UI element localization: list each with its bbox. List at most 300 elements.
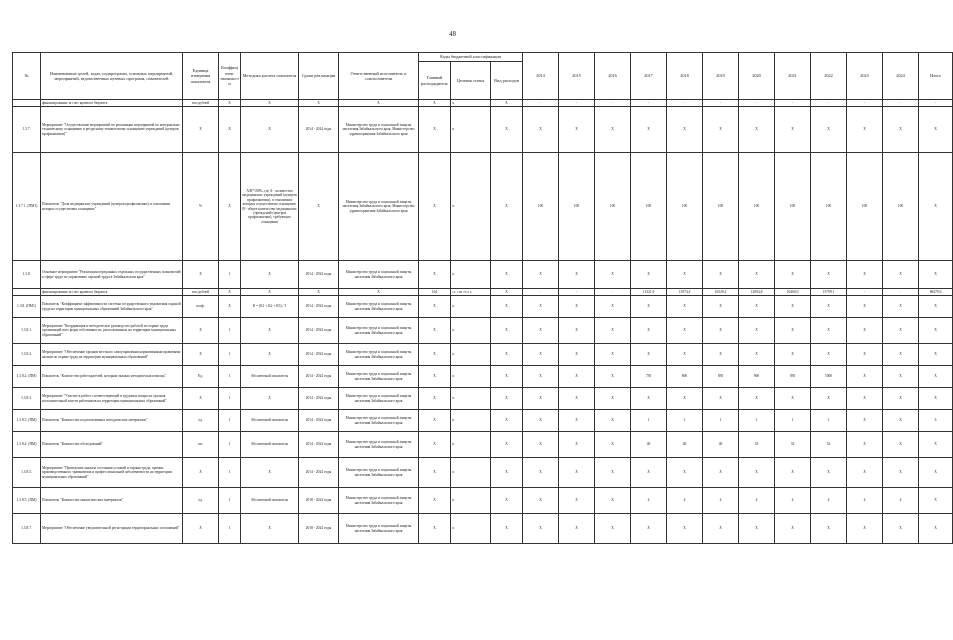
row-year-value: - <box>883 100 919 107</box>
row-year-value: Х <box>595 458 631 488</box>
header-year: 2018 <box>667 53 703 100</box>
row-year-value: 12094,8 <box>739 289 775 296</box>
row-method: Х <box>241 100 299 107</box>
row-name: Показатель "Количество работодателей, которым оказана методическая помощь" <box>41 366 183 388</box>
row-year-value: Х <box>703 296 739 318</box>
row-bk-code: Х <box>419 296 451 318</box>
row-year-value: Х <box>739 318 775 344</box>
row-year-value: - <box>595 100 631 107</box>
row-bk-code: Х <box>451 318 491 344</box>
row-coef: 1 <box>219 318 241 344</box>
row-executor: Министерство труда и социальной защиты населения Забайкальского края, Министерство здравоохранения Забайкальского края <box>339 107 419 153</box>
row-executor: Министерство труда и социальной защиты населения Забайкальского края <box>339 514 419 544</box>
row-year-value: 100 <box>595 153 631 261</box>
row-year-value: 950 <box>775 366 811 388</box>
row-year-value: Х <box>595 107 631 153</box>
row-year-value: Х <box>667 514 703 544</box>
row-year-value: Х <box>811 388 847 410</box>
row-year-value: Х <box>631 107 667 153</box>
row-period: 2014 - 2024 годы <box>299 388 339 410</box>
row-bk-code: Х <box>491 261 523 289</box>
row-year-value: 40 <box>667 432 703 458</box>
row-number: 1.3.8.2. <box>13 344 41 366</box>
row-bk-code: Х <box>491 318 523 344</box>
row-bk-code: Х <box>491 432 523 458</box>
row-year-value: 13974,4 <box>667 289 703 296</box>
program-table-sheet <box>12 52 942 544</box>
row-year-value: 40 <box>703 432 739 458</box>
row-year-value: 1 <box>667 410 703 432</box>
row-name: Показатель "Количество обследований" <box>41 432 183 458</box>
row-year-value: Х <box>703 261 739 289</box>
row-bk-code: Х <box>451 410 491 432</box>
row-year-value: Х <box>739 261 775 289</box>
row-year-value: Х <box>523 261 559 289</box>
row-year-value: Х <box>883 514 919 544</box>
row-year-value: 4 <box>775 488 811 514</box>
row-bk-code: Х <box>491 344 523 366</box>
row-year-value: Х <box>775 318 811 344</box>
row-executor: Министерство труда и социальной защиты населения Забайкальского края <box>339 296 419 318</box>
header-period: Сроки реализации <box>299 53 339 100</box>
row-year-value: 1 <box>739 410 775 432</box>
row-bk-code: Х <box>419 366 451 388</box>
page-number: 48 <box>449 30 456 38</box>
header-year: 2014 <box>523 53 559 100</box>
table-row <box>13 366 953 388</box>
row-total: Х <box>919 153 953 261</box>
row-period: Х <box>299 153 339 261</box>
row-year-value: 100 <box>739 153 775 261</box>
row-unit: тыс.рублей <box>183 289 219 296</box>
row-year-value: Х <box>703 514 739 544</box>
row-year-value: Х <box>847 432 883 458</box>
row-bk-code: Х <box>451 153 491 261</box>
row-year-value: Х <box>883 458 919 488</box>
row-bk-code: Х <box>491 488 523 514</box>
row-year-value: 800 <box>667 366 703 388</box>
header-year: 2020 <box>739 53 775 100</box>
row-total: 86479,6 <box>919 289 953 296</box>
row-year-value: Х <box>595 318 631 344</box>
row-year-value: Х <box>595 366 631 388</box>
row-unit: Х <box>183 388 219 410</box>
row-year-value: Х <box>775 296 811 318</box>
row-year-value: Х <box>523 318 559 344</box>
header-year: 2016 <box>595 53 631 100</box>
row-total: 6 <box>919 410 953 432</box>
row-coef: 1 <box>219 261 241 289</box>
row-year-value: Х <box>559 296 595 318</box>
row-year-value: - <box>595 289 631 296</box>
row-total: Х <box>919 388 953 410</box>
row-year-value: Х <box>523 296 559 318</box>
row-year-value: 16529,4 <box>703 289 739 296</box>
row-method: Х <box>241 107 299 153</box>
row-period: 2014 - 2024 годы <box>299 410 339 432</box>
row-year-value: Х <box>739 388 775 410</box>
row-bk-code: Х <box>451 296 491 318</box>
row-method: Абсолютный показатель <box>241 488 299 514</box>
row-number <box>13 100 41 107</box>
row-year-value: 900 <box>739 366 775 388</box>
header-year: 2017 <box>631 53 667 100</box>
row-executor: Министерство труда и социальной защиты населения Забайкальского края <box>339 488 419 514</box>
row-total: Х <box>919 458 953 488</box>
row-year-value: Х <box>703 107 739 153</box>
row-year-value: Х <box>559 388 595 410</box>
row-year-value: Х <box>667 296 703 318</box>
row-unit: тыс.рублей <box>183 100 219 107</box>
row-year-value: Х <box>595 296 631 318</box>
row-year-value: Х <box>523 344 559 366</box>
row-unit: Х <box>183 344 219 366</box>
row-unit: Х <box>183 514 219 544</box>
row-year-value: Х <box>847 296 883 318</box>
row-name: Мероприятие "Координация и методическое руководство работой по охране труда организаций всех форм собственности, расположенных на территории муниципальных образований" <box>41 318 183 344</box>
row-bk-code: Х <box>451 388 491 410</box>
row-year-value: Х <box>667 344 703 366</box>
row-year-value: Х <box>667 388 703 410</box>
row-year-value: Х <box>883 344 919 366</box>
row-bk-code: Х <box>491 458 523 488</box>
row-year-value: Х <box>703 388 739 410</box>
row-year-value: 16460,0 <box>775 289 811 296</box>
row-year-value: Х <box>595 261 631 289</box>
row-coef: 1 <box>219 366 241 388</box>
row-year-value: 40 <box>631 432 667 458</box>
header-coef: Коэффициент значимости <box>219 53 241 100</box>
row-executor: Х <box>339 100 419 107</box>
row-name: Мероприятие "Обеспечение органов местного самоуправления нормативными правовыми актами по охране труда на территории муниципальных образований" <box>41 344 183 366</box>
row-year-value: Х <box>631 296 667 318</box>
row-bk-code: Х <box>419 100 451 107</box>
row-bk-code: Х <box>491 100 523 107</box>
row-year-value: 100 <box>703 153 739 261</box>
row-bk-code: Х <box>451 100 491 107</box>
row-year-value: 33 <box>775 432 811 458</box>
row-executor: Министерство труда и социальной защиты населения Забайкальского края, Министерство здравоохранения Забайкальского края <box>339 153 419 261</box>
row-bk-code: Х <box>419 388 451 410</box>
row-year-value: Х <box>775 514 811 544</box>
row-number: 1.3.8.4. (ПМ) <box>13 432 41 458</box>
row-executor: Министерство труда и социальной защиты населения Забайкальского края <box>339 410 419 432</box>
row-year-value: Х <box>811 107 847 153</box>
row-year-value: Х <box>847 366 883 388</box>
table-row <box>13 488 953 514</box>
row-year-value: - <box>775 100 811 107</box>
row-year-value: Х <box>595 432 631 458</box>
row-year-value: 100 <box>883 153 919 261</box>
row-method: Абсолютный показатель <box>241 410 299 432</box>
row-year-value: Х <box>847 107 883 153</box>
header-total: Итого <box>919 53 953 100</box>
row-bk-code: Х <box>491 296 523 318</box>
row-year-value: - <box>667 100 703 107</box>
row-period: 2014 - 2024 годы <box>299 432 339 458</box>
row-year-value: Х <box>595 344 631 366</box>
row-name: финансирование за счет краевого бюджета <box>41 100 183 107</box>
row-bk-code: Х <box>419 458 451 488</box>
row-period: 2014 - 2024 годы <box>299 261 339 289</box>
row-unit: Х <box>183 458 219 488</box>
row-year-value: 1 <box>631 410 667 432</box>
row-method: Х <box>241 318 299 344</box>
row-year-value: - <box>631 100 667 107</box>
row-year-value: Х <box>883 366 919 388</box>
row-bk-code: Х <box>419 488 451 514</box>
row-name: Показатель "Количество подготовленных методических материалов" <box>41 410 183 432</box>
row-total: Х <box>919 344 953 366</box>
row-unit: Х <box>183 318 219 344</box>
row-year-value: Х <box>811 296 847 318</box>
row-year-value: Х <box>847 514 883 544</box>
program-indicators-table <box>12 52 953 544</box>
row-coef: Х <box>219 100 241 107</box>
row-year-value: Х <box>523 458 559 488</box>
row-coef: Х <box>219 289 241 296</box>
row-year-value: Х <box>559 514 595 544</box>
row-period: Х <box>299 289 339 296</box>
row-year-value: Х <box>559 261 595 289</box>
row-number <box>13 289 41 296</box>
row-year-value: Х <box>703 344 739 366</box>
row-bk-code: Х <box>491 289 523 296</box>
row-year-value: 100 <box>559 153 595 261</box>
row-year-value: Х <box>559 344 595 366</box>
row-total: Х <box>919 261 953 289</box>
row-total: Х <box>919 514 953 544</box>
row-year-value: - <box>523 289 559 296</box>
header-year: 2015 <box>559 53 595 100</box>
row-name: Основное мероприятие "Реализация переданных отдельных государственных полномочий в сфере труда по управлению охраной труда в Забайкальском крае" <box>41 261 183 289</box>
row-period: 2018 - 2024 годы <box>299 488 339 514</box>
row-method: А/В*100%, где А - количество медицинских учреждений (центров профилактики), в отношении которых осуществлено оснащение; В - общее количество медицинских учреждений (центров профилактики), требующих оснащения <box>241 153 299 261</box>
row-coef: 1 <box>219 410 241 432</box>
row-bk-code: Х <box>491 514 523 544</box>
row-coef: 1 <box>219 432 241 458</box>
row-year-value: - <box>559 100 595 107</box>
row-year-value: Х <box>883 261 919 289</box>
table-row <box>13 410 953 432</box>
row-year-value: Х <box>667 318 703 344</box>
row-year-value: Х <box>703 458 739 488</box>
row-year-value: Х <box>811 344 847 366</box>
row-total: Х <box>919 366 953 388</box>
row-year-value: Х <box>883 318 919 344</box>
header-method: Методика расчета показателя <box>241 53 299 100</box>
row-name: Мероприятие "Проведение анализа состояния условий и охраны труда, причин производственного травматизма и профессиональной заболеваемости на территории муниципальных образований" <box>41 458 183 488</box>
table-row <box>13 388 953 410</box>
row-bk-code: Х <box>419 261 451 289</box>
row-unit: Х <box>183 107 219 153</box>
funding-row <box>13 100 953 107</box>
row-year-value: Х <box>775 261 811 289</box>
row-unit: Ед. <box>183 366 219 388</box>
row-number: 1.3.8.5. (ПМ) <box>13 488 41 514</box>
row-executor: Министерство труда и социальной защиты населения Забайкальского края <box>339 261 419 289</box>
header-bk-type: Вид расходов <box>491 62 523 100</box>
row-year-value: Х <box>883 296 919 318</box>
row-year-value: Х <box>631 514 667 544</box>
row-year-value: Х <box>811 514 847 544</box>
table-row <box>13 458 953 488</box>
row-bk-code: 164 <box>419 289 451 296</box>
row-year-value: Х <box>559 432 595 458</box>
row-name: Мероприятие "Участие в работе соответствующей в трудовых вопросах органов исполнительной власти работников на территории муниципальных образований" <box>41 388 183 410</box>
row-number: 1.3.8.5. <box>13 458 41 488</box>
row-year-value: Х <box>775 344 811 366</box>
row-bk-code: Х <box>419 514 451 544</box>
header-bk-main: Главный распорядитель <box>419 62 451 100</box>
row-year-value: 100 <box>811 153 847 261</box>
row-year-value: 1 <box>775 410 811 432</box>
row-method: Абсолютный показатель <box>241 432 299 458</box>
row-year-value: Х <box>739 296 775 318</box>
row-bk-code: Х <box>451 488 491 514</box>
row-year-value: Х <box>703 318 739 344</box>
row-year-value: Х <box>739 458 775 488</box>
row-bk-code: Х <box>419 432 451 458</box>
row-year-value: 100 <box>523 153 559 261</box>
row-bk-code: Х <box>451 261 491 289</box>
row-year-value: 32 <box>811 432 847 458</box>
row-number: 1.3.8. <box>13 261 41 289</box>
row-year-value: - <box>703 100 739 107</box>
row-unit: % <box>183 153 219 261</box>
row-bk-code: Х <box>451 432 491 458</box>
row-bk-code: Х <box>491 366 523 388</box>
row-coef: 1 <box>219 344 241 366</box>
row-year-value: Х <box>559 318 595 344</box>
row-year-value: Х <box>739 514 775 544</box>
row-bk-code: Х <box>419 318 451 344</box>
row-number: 1.3.8.3. <box>13 388 41 410</box>
header-year: 2023 <box>847 53 883 100</box>
row-year-value: Х <box>523 107 559 153</box>
row-year-value: Х <box>523 388 559 410</box>
row-method: Х <box>241 514 299 544</box>
header-year: 2024 <box>883 53 919 100</box>
row-year-value: Х <box>775 458 811 488</box>
row-year-value: Х <box>595 388 631 410</box>
table-row <box>13 318 953 344</box>
row-year-value: Х <box>811 318 847 344</box>
row-unit: ед. <box>183 410 219 432</box>
row-bk-code: 14 1 08 79 2 4 <box>451 289 491 296</box>
row-year-value: Х <box>883 107 919 153</box>
row-coef: Х <box>219 296 241 318</box>
row-year-value: Х <box>739 344 775 366</box>
row-year-value: Х <box>883 432 919 458</box>
header-year: 2022 <box>811 53 847 100</box>
row-total: Х <box>919 296 953 318</box>
row-bk-code: Х <box>451 344 491 366</box>
row-executor: Министерство труда и социальной защиты населения Забайкальского края <box>339 366 419 388</box>
row-method: Х <box>241 344 299 366</box>
row-executor: Министерство труда и социальной защиты населения Забайкальского края <box>339 458 419 488</box>
table-row <box>13 107 953 153</box>
row-bk-code: Х <box>491 107 523 153</box>
table-header <box>13 53 953 100</box>
row-coef: 1 <box>219 388 241 410</box>
row-year-value: 15799,1 <box>811 289 847 296</box>
header-year: 2019 <box>703 53 739 100</box>
row-number: 1.3.8. (ПМ1) <box>13 296 41 318</box>
row-total: Х <box>919 488 953 514</box>
row-year-value: Х <box>883 410 919 432</box>
row-number: 1.3.8.1. <box>13 318 41 344</box>
table-row <box>13 153 953 261</box>
row-year-value: Х <box>523 514 559 544</box>
row-year-value: 4 <box>667 488 703 514</box>
row-year-value: Х <box>631 318 667 344</box>
row-total: Х <box>919 107 953 153</box>
row-year-value: 1000 <box>811 366 847 388</box>
header-bk-group: Коды бюджетной классификации <box>419 53 523 62</box>
row-year-value: 4 <box>739 488 775 514</box>
row-year-value: 4 <box>703 488 739 514</box>
row-number: 1.3.8.3. (ПМ) <box>13 410 41 432</box>
row-year-value: 4 <box>883 488 919 514</box>
row-year-value: - <box>847 289 883 296</box>
row-bk-code: Х <box>419 153 451 261</box>
row-bk-code: Х <box>451 366 491 388</box>
row-coef: 1 <box>219 458 241 488</box>
row-year-value: 100 <box>847 153 883 261</box>
row-year-value: - <box>523 100 559 107</box>
header-executor: Ответственный исполнитель и соисполнители <box>339 53 419 100</box>
row-method: Х <box>241 458 299 488</box>
row-year-value: Х <box>523 410 559 432</box>
header-year: 2021 <box>775 53 811 100</box>
row-bk-code: Х <box>451 458 491 488</box>
row-year-value: Х <box>883 388 919 410</box>
row-executor: Х <box>339 289 419 296</box>
row-method: К = (К1 + К2 + К3) / 3 <box>241 296 299 318</box>
row-year-value: Х <box>739 107 775 153</box>
row-coef: 1 <box>219 488 241 514</box>
row-period: 2014 - 2024 годы <box>299 318 339 344</box>
row-year-value: Х <box>847 410 883 432</box>
row-name: Показатель "Количество аналитических материалов" <box>41 488 183 514</box>
row-bk-code: Х <box>491 388 523 410</box>
row-year-value: Х <box>667 107 703 153</box>
row-period: 2014 - 2024 годы <box>299 458 339 488</box>
row-period: 2014 - 2024 годы <box>299 366 339 388</box>
row-year-value: 4 <box>811 488 847 514</box>
row-coef: 1 <box>219 514 241 544</box>
row-total: Х <box>919 432 953 458</box>
header-unit: Единица измерения показателя <box>183 53 219 100</box>
row-period: 2014 - 2024 годы <box>299 344 339 366</box>
row-year-value: 18 <box>739 432 775 458</box>
row-year-value: Х <box>847 318 883 344</box>
row-year-value: Х <box>631 458 667 488</box>
row-name: Мероприятие "Осуществление мероприятий по реализации мероприятий по материально-техническому оснащению и ресурсному техническому оснащению учреждений (центров профилактики)" <box>41 107 183 153</box>
row-year-value: Х <box>559 366 595 388</box>
row-method: Абсолютный показатель <box>241 366 299 388</box>
row-method: Х <box>241 289 299 296</box>
row-bk-code: Х <box>491 153 523 261</box>
row-name: Показатель "Доля медицинских учреждений (центров профилактики), в отношении которых осуществлено оснащение" <box>41 153 183 261</box>
table-row <box>13 261 953 289</box>
row-year-value: 850 <box>703 366 739 388</box>
row-year-value: Х <box>631 261 667 289</box>
row-bk-code: Х <box>419 107 451 153</box>
table-body <box>13 100 953 544</box>
row-year-value: Х <box>775 107 811 153</box>
